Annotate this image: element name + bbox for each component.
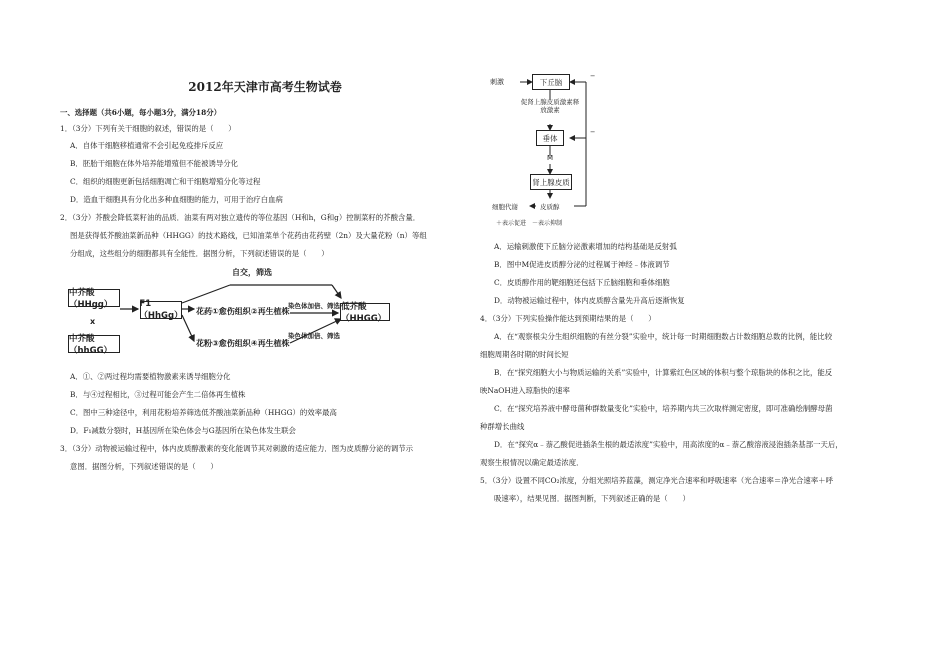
m-label: M (547, 154, 554, 162)
q2-diagram (60, 263, 470, 363)
q1-option-b: B．胚胎干细胞在体外培养能增殖但不能被诱导分化 (70, 159, 239, 168)
q2-option-c: C．图中三种途径中，利用花粉培养筛选低芥酸油菜新品种（HHGG）的效率最高 (70, 408, 337, 417)
q3-stem-line1: 3．（3分）动物被运输过程中，体内皮质醇激素的变化能调节其对刺激的适应能力．图为皮质醇分泌的调节示 (60, 444, 414, 453)
cross-symbol: x (90, 317, 96, 326)
regen-label-upper: 再生植株 (257, 307, 290, 316)
stimulus-label: 刺激 (490, 78, 504, 86)
lower-path (196, 338, 290, 349)
doubling-label-upper: 染色体加倍、筛选 (288, 302, 340, 310)
q2-stem-line2: 图是获得低芥酸油菜新品种（HHGG）的技术路线，已知油菜单个花药由花药壁（2n）及大量花粉（n）等组 (70, 231, 427, 240)
q4-option-c-line1: C．在“探究培养液中酵母菌种群数量变化”实验中，培养期内共三次取样测定密度，即可准确绘制酵母菌 (494, 404, 833, 413)
metabolism-label: 细胞代谢 (492, 203, 518, 211)
q3-stem-line2: 意图．据图分析，下列叙述错误的是（ ） (70, 462, 218, 471)
q1-option-c: C．组织的细胞更新包括细胞凋亡和干细胞增殖分化等过程 (70, 177, 261, 186)
q2-option-b: B．与④过程相比，③过程可能会产生二倍体再生植株 (70, 390, 246, 399)
upper-path (196, 306, 290, 317)
q3-option-a: A．运输刺激使下丘脑分泌激素增加的结构基础是反射弧 (494, 242, 677, 251)
q4-option-b-line1: B．在“探究细胞大小与物质运输的关系”实验中，计算紫红色区域的体积与整个琼脂块的体积之比，能反 (494, 368, 833, 377)
q1-stem: 1．（3分）下列有关干细胞的叙述，错误的是（ ） (60, 124, 236, 133)
doubling-label-lower: 染色体加倍、筛选 (288, 332, 340, 340)
q4-option-a-line2: 细胞周期各时期的时间长短 (480, 350, 569, 359)
q2-stem-line3: 分组成，这些组分的细胞都具有全能性．据图分析，下列叙述错误的是（ ） (70, 249, 329, 258)
q1-option-d: D．造血干细胞具有分化出多种血细胞的能力，可用于治疗白血病 (70, 195, 283, 204)
regen-label-lower: 再生植株 (257, 339, 290, 348)
q1-option-a: A．自体干细胞移植通常不会引起免疫排斥反应 (70, 141, 224, 150)
q4-option-a-line1: A．在“观察根尖分生组织细胞的有丝分裂”实验中，统计每一时期细胞数占计数细胞总数的比例，能比较 (494, 332, 833, 341)
cortisol-label: 皮质醇 (540, 203, 560, 211)
q2-option-d: D．F₁减数分裂时，H基因所在染色体会与G基因所在染色体发生联会 (70, 426, 296, 435)
page-title: 2012年天津市高考生物试卷 (188, 80, 342, 94)
product-box: 低芥酸（HHGG） (340, 303, 390, 321)
anther-label: 花药 (196, 307, 212, 316)
inhibit-mark-2: − (590, 128, 596, 136)
hypothalamus-box: 下丘脑 (532, 74, 570, 90)
crh-label: 促肾上腺皮质激素释放激素 (520, 98, 580, 114)
inhibit-mark-1: − (590, 72, 596, 80)
q3-option-d: D．动物被运输过程中，体内皮质醇含量先升高后逐渐恢复 (494, 296, 685, 305)
q3-option-b: B．图中M促进皮质醇分泌的过程属于神经﹣体液调节 (494, 260, 670, 269)
step3-marker: ③ (212, 339, 219, 348)
q4-stem: 4．（3分）下列实验操作能达到预期结果的是（ ） (480, 314, 656, 323)
q2-option-a: A．①、②两过程均需要植物激素来诱导细胞分化 (70, 372, 231, 381)
q5-stem-line2: 吸速率），结果见图．据图判断，下列叙述正确的是（ ） (494, 494, 690, 503)
q4-option-d-line1: D．在“探究α﹣萘乙酸促进插条生根的最适浓度”实验中，用高浓度的α﹣萘乙酸溶液浸泡插条基部一天后， (494, 440, 843, 449)
adrenal-box: 肾上腺皮质 (530, 174, 572, 190)
parent2-box: 中芥酸（hhGG） (68, 335, 120, 353)
q3-option-c: C．皮质醇作用的靶细胞还包括下丘脑细胞和垂体细胞 (494, 278, 670, 287)
callus-label-lower: 愈伤组织 (218, 339, 251, 348)
pollen-label: 花粉 (196, 339, 212, 348)
q5-stem-line1: 5．（3分）设置不同CO₂浓度，分组光照培养蓝藻，测定净光合速率和呼吸速率（光合速率＝净光合速率＋呼 (480, 476, 833, 485)
q4-option-b-line2: 映NaOH进入琼脂快的速率 (480, 386, 570, 395)
callus-label-upper: 愈伤组织 (218, 307, 251, 316)
pituitary-box: 垂体 (536, 130, 564, 146)
f1-box: F1（HhGg） (139, 299, 183, 321)
legend-text: ＋表示促进 －表示抑制 (496, 220, 563, 227)
q4-option-c-line2: 种群增长曲线 (480, 422, 525, 431)
q3-diagram (490, 70, 610, 230)
parent1-box: 中芥酸（HHgg） (68, 289, 120, 307)
q4-option-d-line2: 观察生根情况以确定最适浓度． (480, 458, 584, 467)
section-heading: 一、选择题（共6小题，每小题3分，满分18分） (60, 108, 221, 117)
q2-stem-line1: 2．（3分）芥酸会降低菜籽油的品质．油菜有两对独立遗传的等位基因（H和h，G和g）控制菜籽的芥酸含量． (60, 213, 421, 222)
self-select-label: 自交，筛选 (232, 268, 272, 277)
step4-marker: ④ (250, 339, 258, 348)
step2-marker: ② (250, 307, 258, 316)
step1-marker: ① (212, 307, 219, 316)
